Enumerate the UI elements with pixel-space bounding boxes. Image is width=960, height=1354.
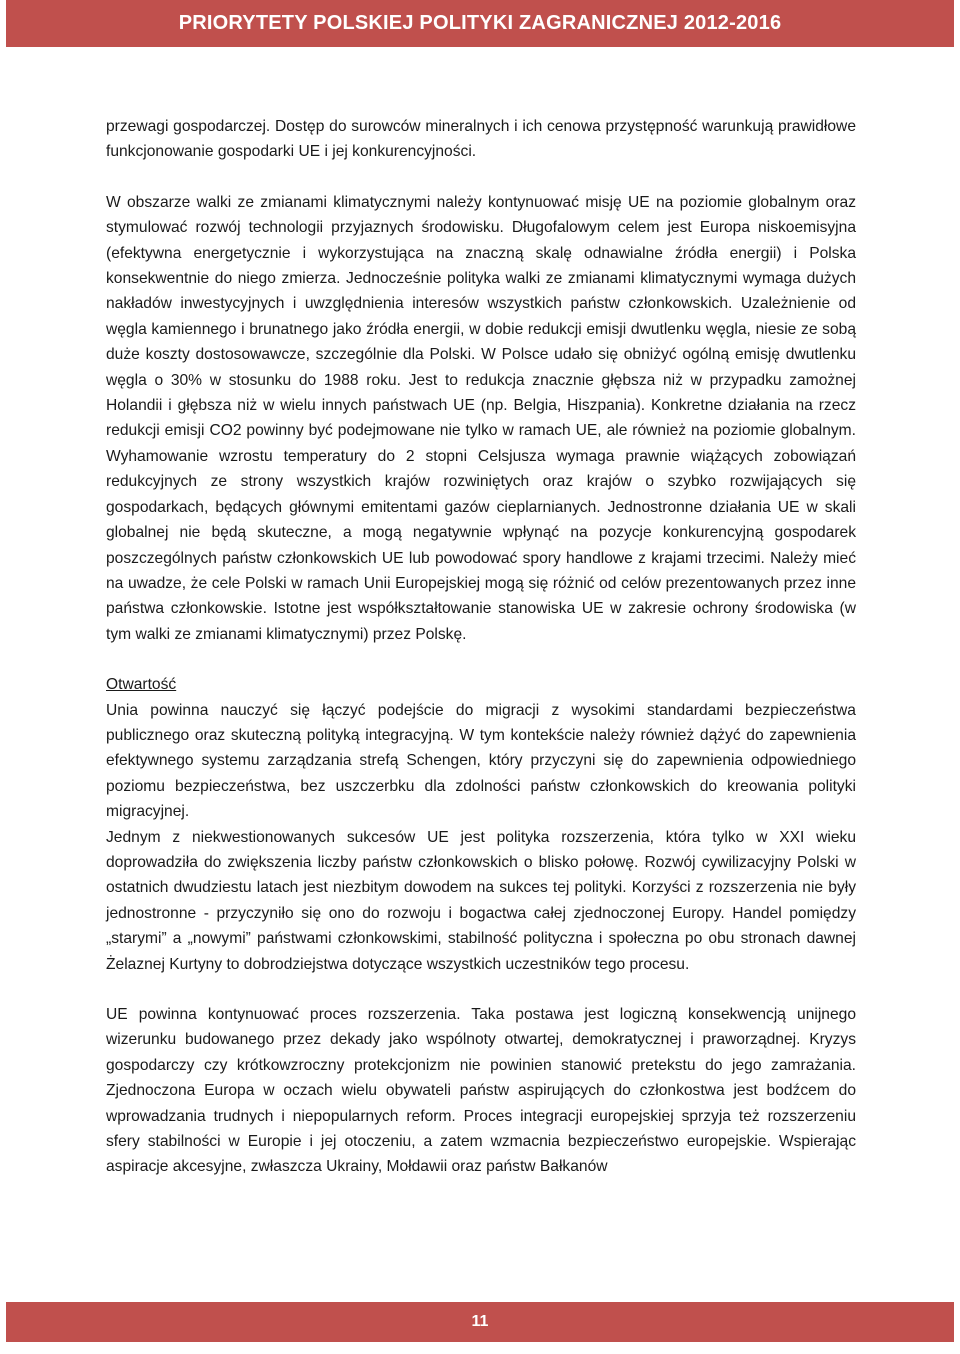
page-number: 11: [471, 1313, 489, 1330]
document-body: [106, 114, 856, 1180]
section-heading: Otwartość: [106, 676, 177, 694]
page-footer: [6, 1302, 954, 1342]
paragraph: Jednym z niekwestionowanych sukcesów UE jest polityka rozszerzenia, która tylko w XXI wieku doprowadziła do zwiększenia liczby państw członkowskich o blisko połowę. Rozwój cywilizacyjny Polski w ostatnich dwudziestu latach jest niezbitym dowodem na sukces tej polityki. Korzyści z rozszerzenia nie były jednostronne - przyczyniło się ono do rozwoju i bogactwa całej zjednoczonej Europy. Handel pomiędzy „starymi” a „nowymi” państwami członkowskimi, stabilność polityczna i społeczna po obu stronach dawnej Żelaznej Kurtyny to dobrodziejstwa dotyczące wszystkich uczestników tego procesu.: [106, 828, 856, 973]
paragraph: przewagi gospodarczej. Dostęp do surowców mineralnych i ich cenowa przystępność warunkują prawidłowe funkcjonowanie gospodarki UE i jej konkurencyjności.: [106, 118, 856, 161]
paragraph-gap: [106, 165, 856, 190]
paragraph: Unia powinna nauczyć się łączyć podejście do migracji z wysokimi standardami bezpieczeństwa publicznego oraz skuteczną polityką integracyjną. W tym kontekście należy również dążyć do zapewnienia efektywnego systemu zarządzania strefą Schengen, który przyczyni się do zapewnienia odpowiedniego poziomu bezpieczeństwa, bez uszczerbku dla zdolności państw członkowskich do kreowania polityki migracyjnej.: [106, 701, 856, 821]
header-title: PRIORYTETY POLSKIEJ POLITYKI ZAGRANICZNEJ 2012-2016: [178, 12, 782, 34]
paragraph-gap: [106, 647, 856, 672]
paragraph-gap: [106, 977, 856, 1002]
paragraph: W obszarze walki ze zmianami klimatycznymi należy kontynuować misję UE na poziomie globalnym oraz stymulować rozwój technologii przyjaznych środowisku. Długofalowym celem jest Europa niskoemisyjna (efektywna energetycznie i wykorzystująca na znaczną skalę odnawialne źródła energii) i Polska konsekwentnie do niego zmierza. Jednocześnie polityka walki ze zmianami klimatycznymi wymaga dużych nakładów inwestycyjnych i uwzględnienia interesów wszystkich państw członkowskich. Uzależnienie od węgla kamiennego i brunatnego jako źródła energii, w dobie redukcji emisji dwutlenku węgla, niesie ze sobą duże koszty dostosowawcze, szczególnie dla Polski. W Polsce udało się obniżyć ogólną emisję dwutlenku węgla o 30% w stosunku do 1988 roku. Jest to redukcja znacznie głębsza niż w przypadku zamożnej Holandii i głębsza niż w wielu innych państwach UE (np. Belgia, Hiszpania). Konkretne działania na rzecz redukcji emisji CO2 powinny być podejmowane nie tylko w ramach UE, ale również na poziomie globalnym. Wyhamowanie wzrostu temperatury do 2 stopni Celsjusza wymaga prawnie wiążących zobowiązań redukcyjnych ze strony wszystkich krajów rozwiniętych oraz krajów o szybko rozwijających się gospodarkach, będących głównymi emitentami gazów cieplarnianych. Jednostronne działania UE w skali globalnej nie będą skuteczne, a mogą negatywnie wpłynąć na pozycje konkurencyjną gospodarek poszczególnych państw członkowskich UE lub powodować spory handlowe z krajami trzecimi. Należy mieć na uwadze, że cele Polski w ramach Unii Europejskiej mogą się różnić od celów prezentowanych przez inne państwa członkowskie. Istotne jest współkształtowanie stanowiska UE w zakresie ochrony środowiska (w tym walki ze zmianami klimatycznymi) przez Polskę.: [106, 193, 856, 643]
paragraph: UE powinna kontynuować proces rozszerzenia. Taka postawa jest logiczną konsekwencją unijnego wizerunku budowanego przez dekady jako wspólnoty otwartej, demokratycznej i praworządnej. Kryzys gospodarczy czy krótkowzroczny protekcjonizm nie powinien stanowić pretekstu do jego zamrażania. Zjednoczona Europa w oczach wielu obywateli państw aspirujących do członkostwa jest bodźcem do wprowadzania trudnych i niepopularnych reform. Proces integracji europejskiej sprzyja też rozszerzeniu sfery stabilności w Europie i jej otoczeniu, a zatem wzmacnia bezpieczeństwo europejskie. Wspierając aspiracje akcesyjne, zwłaszcza Ukrainy, Mołdawii oraz państw Bałkanów: [106, 1006, 856, 1176]
page-header: [6, 0, 954, 47]
